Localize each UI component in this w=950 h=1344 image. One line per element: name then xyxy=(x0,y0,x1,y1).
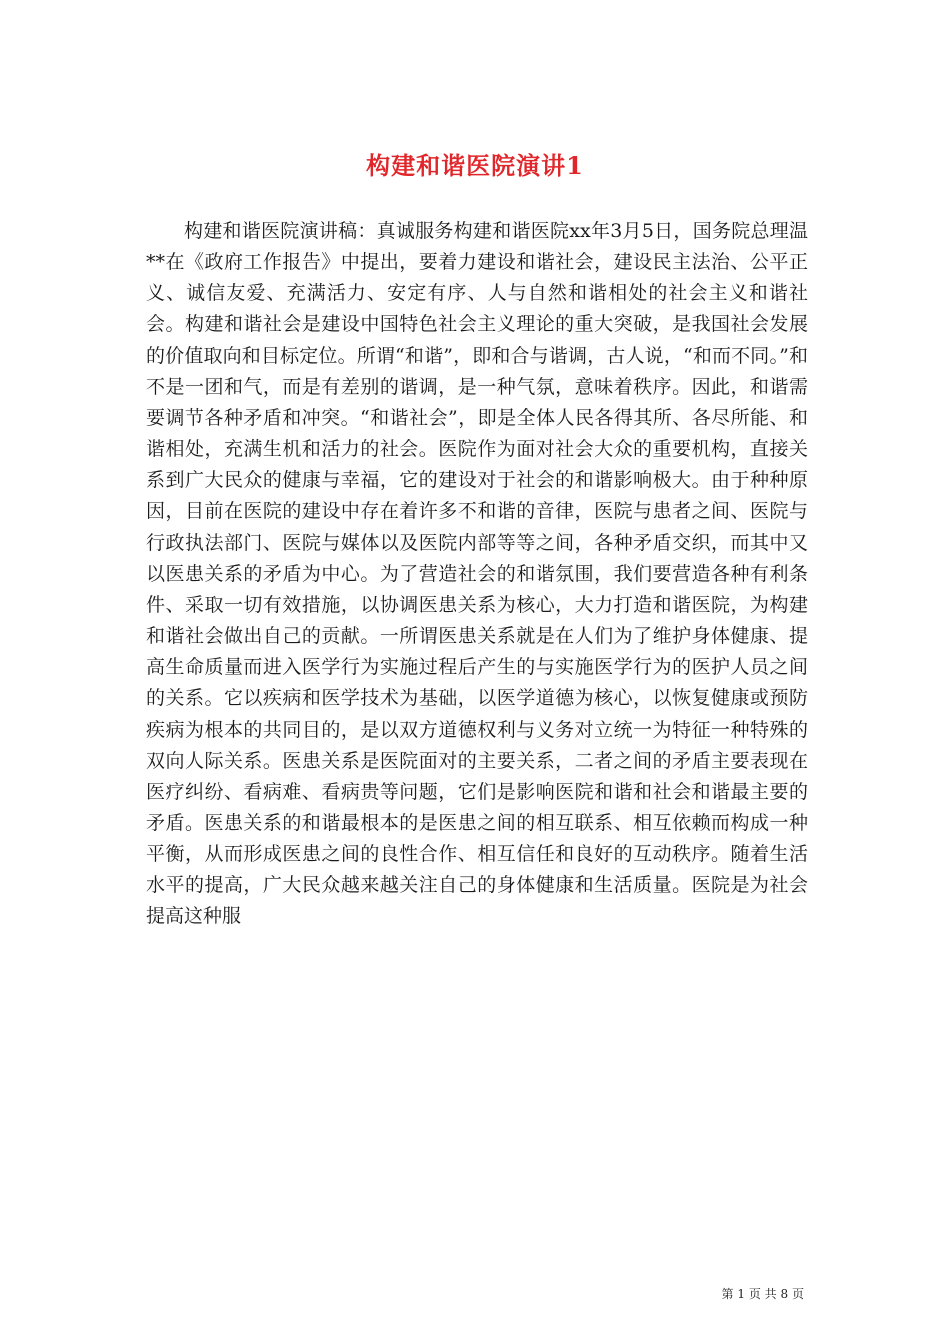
page-number-middle: 页 共 xyxy=(748,1287,777,1301)
document-title: 构建和谐医院演讲1 xyxy=(366,151,584,181)
page-number-current: 1 xyxy=(737,1287,746,1301)
page-number xyxy=(722,1286,804,1302)
page-number-suffix: 页 xyxy=(791,1287,804,1301)
body-paragraph: 构建和谐医院演讲稿：真诚服务构建和谐医院xx年3月5日，国务院总理温**在《政府工作报告》中提出，要着力建设和谐社会，建设民主法治、公平正义、诚信友爱、充满活力、安定有序、人与自然和谐相处的社会主义和谐社会。构建和谐社会是建设中国特色社会主义理论的重大突破，是我国社会发展的价值取向和目标定位。所谓“和谐”，即和合与谐调，古人说，“和而不同。”和不是一团和气，而是有差别的谐调，是一种气氛，意味着秩序。因此，和谐需要调节各种矛盾和冲突。“和谐社会”，即是全体人民各得其所、各尽所能、和谐相处，充满生机和活力的社会。医院作为面对社会大众的重要机构，直接关系到广大民众的健康与幸福，它的建设对于社会的和谐影响极大。由于种种原因，目前在医院的建设中存在着许多不和谐的音律，医院与患者之间、医院与行政执法部门、医院与媒体以及医院内部等等之间，各种矛盾交织，而其中又以医患关系的矛盾为中心。为了营造社会的和谐氛围，我们要营造各种有利条件、采取一切有效措施，以协调医患关系为核心，大力打造和谐医院，为构建和谐社会做出自己的贡献。一所谓医患关系就是在人们为了维护身体健康、提高生命质量而进入医学行为实施过程后产生的与实施医学行为的医护人员之间的关系。它以疾病和医学技术为基础，以医学道德为核心，以恢复健康或预防疾病为根本的共同目的，是以双方道德权利与义务对立统一为特征一种特殊的双向人际关系。医患关系是医院面对的主要关系，二者之间的矛盾主要表现在医疗纠纷、看病难、看病贵等问题，它们是影响医院和谐和社会和谐最主要的矛盾。医患关系的和谐最根本的是医患之间的相互联系、相互依赖而构成一种平衡，从而形成医患之间的良性合作、相互信任和良好的互动秩序。随着生活水平的提高，广大民众越来越关注自己的身体健康和生活质量。医院是为社会提高这种服 xyxy=(146,220,808,928)
page-number-total: 8 xyxy=(780,1287,789,1301)
page-number-prefix: 第 xyxy=(721,1287,734,1301)
